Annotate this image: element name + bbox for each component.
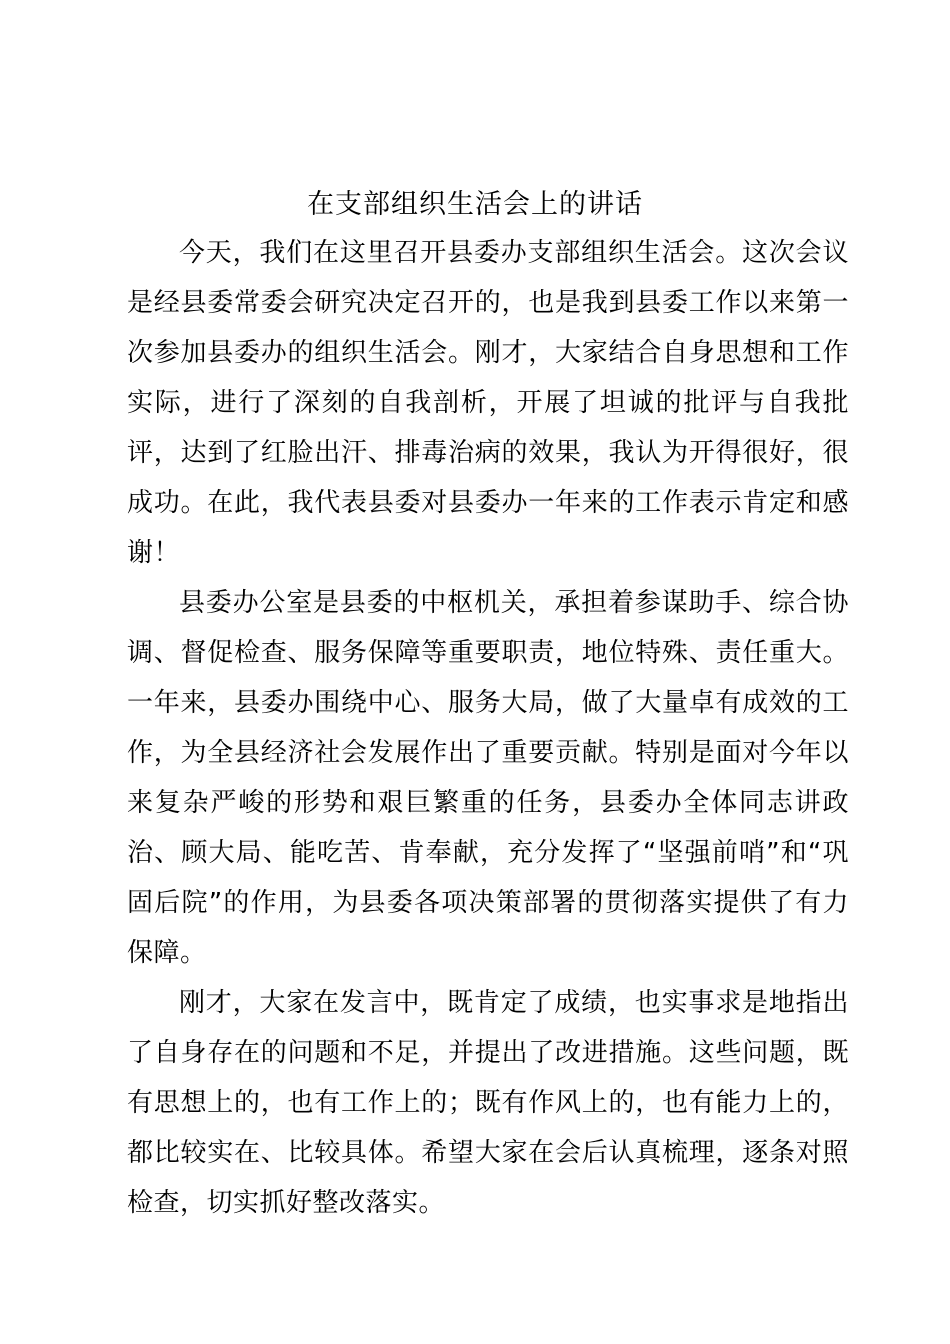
paragraph-1: 今天，我们在这里召开县委办支部组织生活会。这次会议是经县委常委会研究决定召开的，也是我到县委工作以来第一次参加县委办的组织生活会。刚才，大家结合自身思想和工作实际，进行了深刻的自我剖析，开展了坦诚的批评与自我批评，达到了红脸出汗、排毒治病的效果，我认为开得很好，很成功。在此，我代表县委对县委办一年来的工作表示肯定和感谢！	[127, 238, 849, 568]
paragraph-3: 刚才，大家在发言中，既肯定了成绩，也实事求是地指出了自身存在的问题和不足，并提出了改进措施。这些问题，既有思想上的，也有工作上的；既有作风上的，也有能力上的，都比较实在、比较具体。希望大家在会后认真梳理，逐条对照检查，切实抓好整改落实。	[127, 988, 849, 1218]
document-body	[127, 228, 849, 1228]
paragraph-2: 县委办公室是县委的中枢机关，承担着参谋助手、综合协调、督促检查、服务保障等重要职责，地位特殊、责任重大。一年来，县委办围绕中心、服务大局，做了大量卓有成效的工作，为全县经济社会发展作出了重要贡献。特别是面对今年以来复杂严峻的形势和艰巨繁重的任务，县委办全体同志讲政治、顾大局、能吃苦、肯奉献，充分发挥了“坚强前哨”和“巩固后院”的作用，为县委各项决策部署的贯彻落实提供了有力保障。	[127, 588, 849, 968]
document-title: 在支部组织生活会上的讲话	[307, 189, 643, 220]
